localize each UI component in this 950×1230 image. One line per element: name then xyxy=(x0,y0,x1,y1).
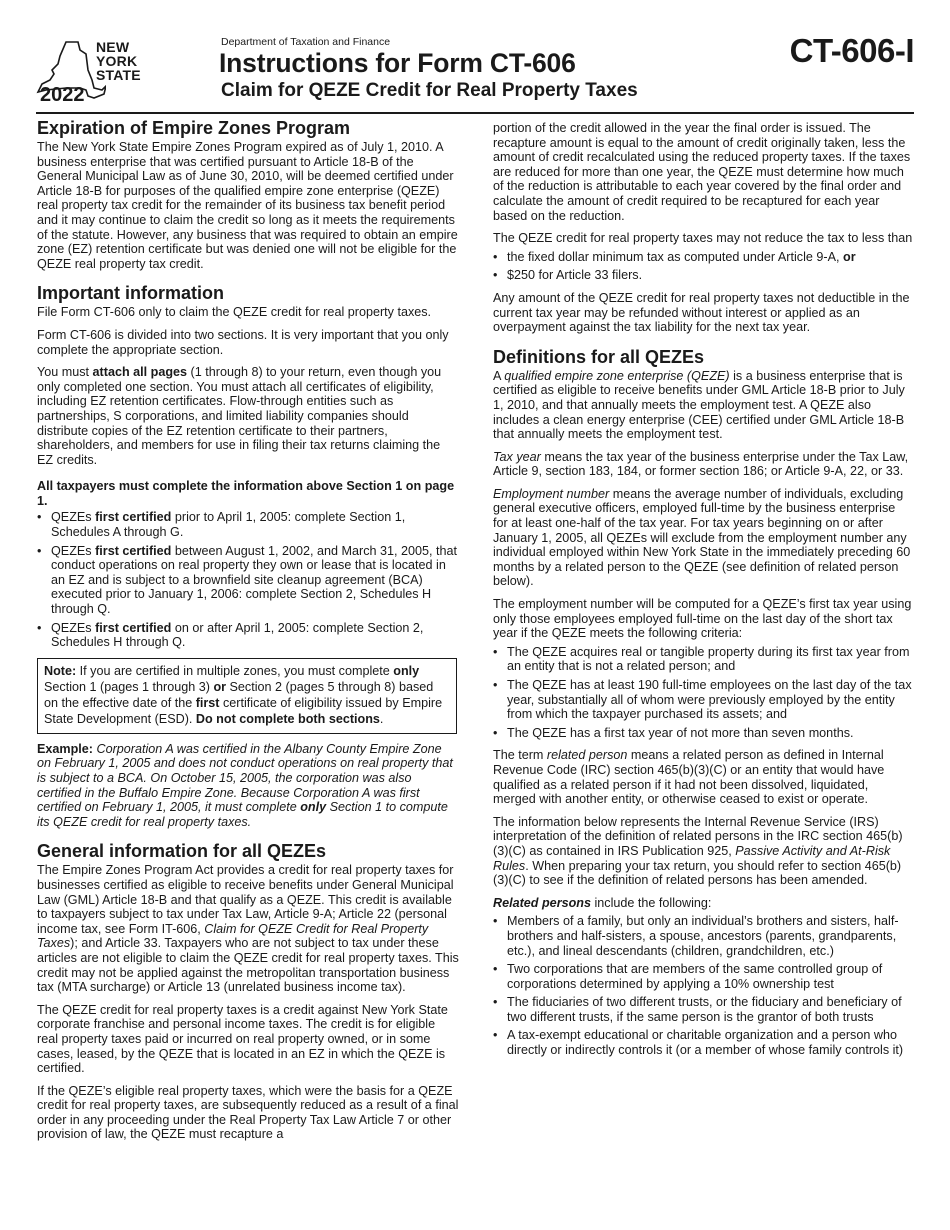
definition-paragraph: Tax year means the tax year of the business enterprise under the Tax Law, Article 9, section 183, 184, or former section 186; or Article 9-A, 22, or 33. xyxy=(493,449,909,479)
list-item: • The QEZE has a first tax year of not more than seven months. xyxy=(493,726,913,741)
expiration-heading: Expiration of Empire Zones Program xyxy=(37,118,351,138)
nys-logo xyxy=(36,34,154,106)
definition-paragraph: A qualified empire zone enterprise (QEZE) is a business enterprise that is certified as eligible to receive benefits under GML Article 18-B prior to July 1, 2010, and that annually meets the employment test. A QEZE also includes a clean energy enterprise (CEE) certified under GML Article 18-B that annually meets the employment test. xyxy=(493,368,905,442)
certification-list xyxy=(37,510,459,649)
form-number: CT-606-I xyxy=(789,32,914,69)
definition-paragraph: The information below represents the Internal Revenue Service (IRS) interpretation of the definition of related persons in the IRC section 465(b)(3)(C) as contained in IRS Publication 925, Passive Activity and At-Risk Rules. When preparing your tax return, you should refer to section 465(b)(3)(C) to see if the definition of related persons has been amended. xyxy=(493,814,903,888)
list-item: • The QEZE has at least 190 full-time employees on the last day of the tax year, substantially all of whom were previously employed by the entity from which the taxpayer purchased its assets; and xyxy=(493,678,913,722)
minimum-tax-list xyxy=(493,250,913,283)
list-item: • QEZEs first certified between August 1, 2002, and March 31, 2005, that conduct operations on real property they own or lease that is located in an EZ and is subject to a brownfield site cleanup agreement (BCA) executed prior to January 1, 2006: complete Section 2, Schedules H through Q. xyxy=(37,544,459,617)
tax-year: 2022 xyxy=(40,84,85,106)
list-item: • The fiduciaries of two different trusts, or the fiduciary and beneficiary of two different trusts, if the same person is the grantor of both trusts xyxy=(493,995,913,1024)
important-paragraph: Form CT-606 is divided into two sections. It is very important that you only complete the appropriate section. xyxy=(37,327,449,357)
important-paragraph: File Form CT-606 only to claim the QEZE credit for real property taxes. xyxy=(37,305,432,320)
general-paragraph: If the QEZE’s eligible real property taxes, which were the basis for a QEZE credit for real property taxes, are subsequently reduced as a result of a final order in any proceeding under the Real Property Tax Law Article 7 or other provision of law, the QEZE must recapture a xyxy=(37,1083,459,1142)
example-paragraph: Example: Corporation A was certified in the Albany County Empire Zone on February 1, 2005 and does not conduct operations on real property that is subject to a BCA. On October 15, 2005, the corporation was also certified in the Buffalo Empire Zone. Because Corporation A was first certified on February 1, 2005, it must complete only Section 1 to compute its QEZE credit for real property taxes. xyxy=(37,741,453,829)
all-taxpayers-notice: All taxpayers must complete the information above Section 1 on page 1. xyxy=(37,479,455,508)
refund-paragraph: Any amount of the QEZE credit for real property taxes not deductible in the current tax year may be refunded without interest or applied as an overpayment against the tax liability for the next tax year. xyxy=(493,290,910,335)
right-column xyxy=(493,121,913,1066)
list-item: • QEZEs first certified on or after April 1, 2005: complete Section 2, Schedules H through Q. xyxy=(37,621,459,650)
related-persons-list xyxy=(493,914,913,1057)
recapture-paragraph: portion of the credit allowed in the year the final order is issued. The recapture amount is equal to the amount of credit originally taken, less the amount of credit recalculated using the reduced property taxes. If the taxes are reduced for more than one year, the QEZE must determine how much of the reduction is attributable to each year covered by the final order and calculate the amount of credit required to be recaptured for each year based on the reduction. xyxy=(493,121,911,223)
state-name: NEW YORK STATE xyxy=(96,39,141,83)
note-box: Note: If you are certified in multiple zones, you must complete only Section 1 (pages 1 through 3) or Section 2 (pages 5 through 8) based on the effective date of the first certificate of eligibility issued by Empire State Development (ESD). Do not complete both sections. xyxy=(37,658,457,734)
header-divider xyxy=(36,112,914,114)
related-persons-intro: Related persons include the following: xyxy=(493,895,712,910)
minimum-tax-paragraph: The QEZE credit for real property taxes may not reduce the tax to less than xyxy=(493,231,913,246)
definition-paragraph: Employment number means the average number of individuals, excluding general executive officers, employed full-time by the business enterprise for at least one-half of the tax year. For tax years beginning on or after January 1, 2005, all QEZEs will exclude from the employment number any individual employed within New York State in the immediately preceding 60 months by a related person to the QEZE (see definition of related person below). xyxy=(493,486,911,589)
attach-paragraph: You must attach all pages (1 through 8) to your return, even though you only completed one section. You must attach all certificates of eligibility, including EZ retention certificates. Flow-through entities such as partnerships, S corporations, and limited liability companies should distribute copies of the EZ retention certificate to their partners, shareholders, and members for use in filing their tax returns claiming the EZ credits. xyxy=(37,365,442,467)
definition-paragraph: The employment number will be computed for a QEZE’s first tax year using only those employees employed full-time on the last day of the short tax year if the QEZE meets the following criteria: xyxy=(493,597,912,641)
general-heading: General information for all QEZEs xyxy=(37,841,327,862)
important-heading: Important information xyxy=(37,283,224,304)
left-column xyxy=(37,118,459,1150)
department-name: Department of Taxation and Finance xyxy=(221,36,391,48)
list-item: • the fixed dollar minimum tax as computed under Article 9-A, or xyxy=(493,250,913,265)
general-paragraph: The Empire Zones Program Act provides a credit for real property taxes for businesses certified as eligible to receive benefits under General Municipal Law (GML) Article 18-B and that qualify as a QEZE. This credit is available to taxpayers subject to tax under Tax Law, Article 9-A; Article 22 (personal income tax, see Form IT-606, Claim for QEZE Credit for Real Property Taxes); and Article 33. Taxpayers who are not subject to tax under these articles are not eligible to claim the QEZE credit for real property taxes. This credit may not be applied against the metropolitan transportation business tax (MTA surcharge) or Article 13 (unrelated business income tax). xyxy=(37,863,459,995)
criteria-list xyxy=(493,645,913,741)
definitions-heading: Definitions for all QEZEs xyxy=(493,346,705,367)
list-item: • Members of a family, but only an individual’s brothers and sisters, half-brothers and half-sisters, a spouse, ancestors (parents, grandparents, etc.), and lineal descendants (children, grandchildren, etc.) xyxy=(493,914,913,958)
definition-paragraph: The term related person means a related person as defined in Internal Revenue Code (IRC) section 465(b)(3)(C) or an entity that would have qualified as a related person if it had not been dissolved, liquidated, merged with another entity, or otherwise ceased to exist or operate. xyxy=(493,748,885,807)
list-item: • The QEZE acquires real or tangible property during its first tax year from an entity that is not a related person; and xyxy=(493,645,913,674)
list-item: • A tax-exempt educational or charitable organization and a person who directly or indirectly controls it (or a member of whose family controls it) xyxy=(493,1028,913,1057)
page-subtitle: Claim for QEZE Credit for Real Property Taxes xyxy=(221,80,638,101)
general-paragraph: The QEZE credit for real property taxes is a credit against New York State corporate franchise and personal income taxes. The credit is for eligible real property taxes paid or incurred on real property owned, or in some cases, leased, by the QEZE that is located in an EZ in which the QEZE is certified. xyxy=(37,1002,448,1076)
list-item: • $250 for Article 33 filers. xyxy=(493,268,913,283)
page-title: Instructions for Form CT-606 xyxy=(219,48,576,78)
list-item: • QEZEs first certified prior to April 1, 2005: complete Section 1, Schedules A through G. xyxy=(37,510,459,539)
expiration-text: The New York State Empire Zones Program expired as of July 1, 2010. A business enterprise that was certified pursuant to Article 18-B of the General Municipal Law as of June 30, 2010, will be deemed certified under Article 18-B for purposes of the qualified empire zone enterprise (QEZE) real property tax credit for the remainder of its business tax benefit period and it may continue to claim the credit so long as it meets the requirements of the statute. However, any business that was required to obtain an empire zone (EZ) retention certificate but was denied one will not be eligible for the QEZE real property tax credit. xyxy=(37,140,458,271)
list-item: • Two corporations that are members of the same controlled group of corporations determined by applying a 10% ownership test xyxy=(493,962,913,991)
